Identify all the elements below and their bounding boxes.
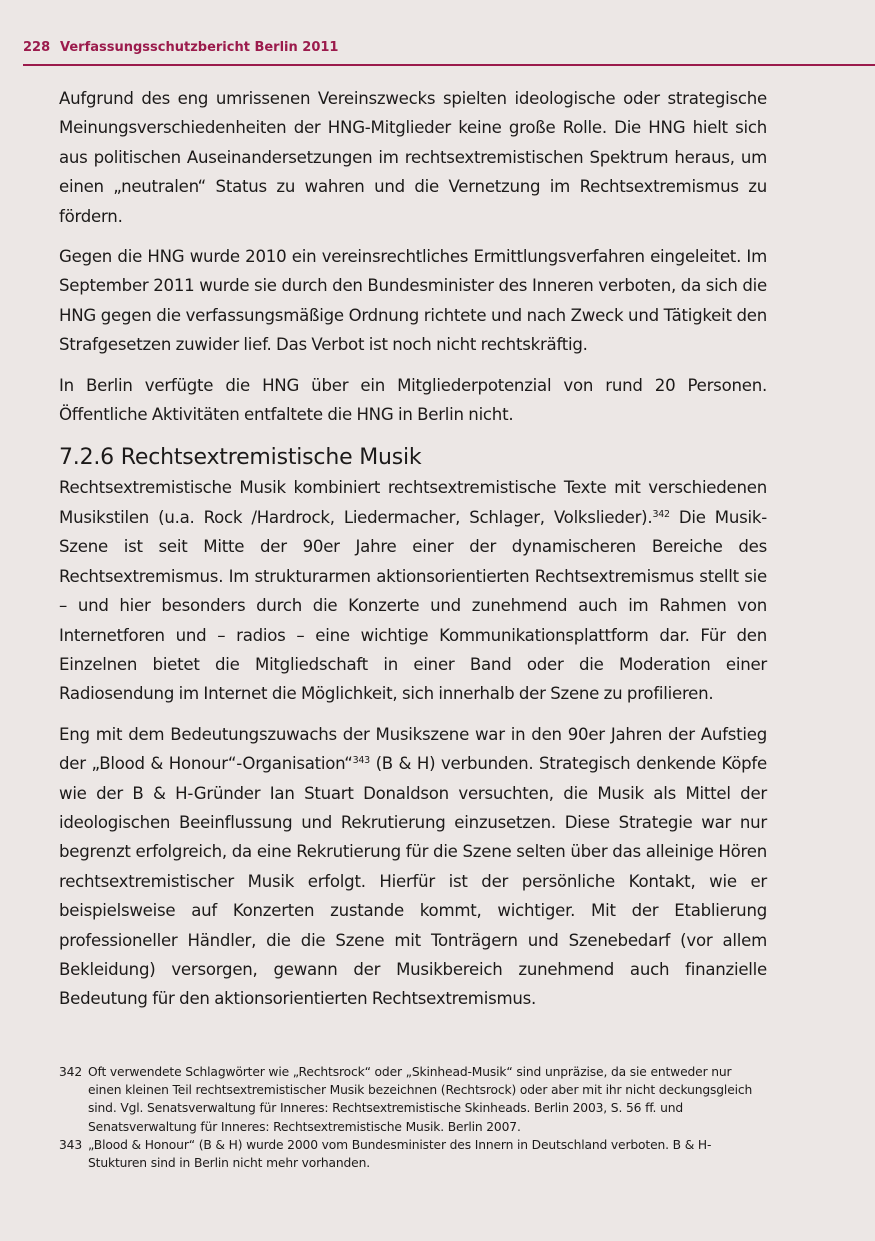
footnote-reference: 342 xyxy=(652,508,670,520)
paragraph-text: Die Musik-Szene ist seit Mitte der 90er Jahre einer der dynamischeren Bereiche des Rechtsextremismus. Im strukturarmen aktionsorientierten Rechtsextremismus stellt sie – und hier besonders durch die Konzerte und zunehmend auch im Rahmen von Internetforen und – radios – eine wichtige Kommunikationsplattform dar. Für den Einzelnen bietet die Mitgliedschaft in einer Band oder die Moderation einer Radiosendung im Internet die Möglichkeit, sich innerhalb der Szene zu profilieren. xyxy=(59,507,767,704)
paragraph-text: Rechtsextremistische Musik kombiniert rechtsextremistische Texte mit verschiedenen Musikstilen (u.a. Rock /Hardrock, Liedermacher, Schlager, Volkslieder). xyxy=(59,478,767,527)
paragraph: In Berlin verfügte die HNG über ein Mitgliederpotenzial von rund 20 Personen. Öffentliche Aktivitäten entfaltete die HNG in Berlin nicht. xyxy=(59,375,767,425)
footnote-reference: 343 xyxy=(352,755,370,767)
footnotes xyxy=(59,1063,767,1172)
section-paragraph-2 xyxy=(59,720,767,1014)
paragraph-text: Eng mit dem Bedeutungszuwachs der Musikszene war in den 90er Jahren der Aufstieg der „Blood & Honour“-Organisation“ xyxy=(59,724,767,774)
footnote-text: Oft verwendete Schlagwörter wie „Rechtsrock“ oder „Skinhead-Musik“ sind unpräzise, da sie entweder nur einen kleinen Teil rechtsextremistischer Musik bezeichnen (Rechtsrock) oder aber mit ihr nicht deckungsgleich sind. Vgl. Senatsverwaltung für Inneres: Rechtsextremistische Skinheads. Berlin 2003, S. 56 ff. und Senatsverwaltung für Inneres: Rechtsextremistische Musik. Berlin 2007. xyxy=(88,1065,753,1134)
section-paragraph-1 xyxy=(59,473,767,708)
paragraph: Aufgrund des eng umrissenen Vereinszwecks spielten ideologische oder strategische Meinungsverschiedenheiten der HNG-Mitglieder keine große Rolle. Die HNG hielt sich aus politischen Auseinandersetzungen im rechtsextremistischen Spektrum heraus, um einen „neutralen“ Status zu wahren und die Vernetzung im Rechtsextremismus zu fördern. xyxy=(59,89,767,226)
page-header xyxy=(23,40,875,66)
paragraph-text: (B & H) verbunden. Strategisch denkende Köpfe wie der B & H-Gründer Ian Stuart Donaldson versuchten, die Musik als Mittel der ideologischen Beeinflussung und Rekrutierung einzusetzen. Diese Strategie war nur begrenzt erfolgreich, da eine Rekrutierung für die Szene selten über das alleinige Hören rechtsextremistischer Musik erfolgt. Hierfür ist der persönliche Kontakt, wie er beispielsweise auf Konzerten zustande kommt, wichtiger. Mit der Etablierung professioneller Händler, die die Szene mit Tonträgern und Szenebedarf (vor allem Bekleidung) versorgen, gewann der Musikbereich zunehmend auch finanzielle Bedeutung für den aktionsorientierten Rechtsextremismus. xyxy=(59,754,767,1009)
footnote xyxy=(59,1136,767,1172)
section-heading: 7.2.6 Rechtsextremistische Musik xyxy=(59,445,422,471)
footnote xyxy=(59,1063,767,1136)
footnote-text: „Blood & Honour“ (B & H) wurde 2000 vom Bundesminister des Innern in Deutschland verboten. B & H-Stukturen sind in Berlin nicht mehr vorhanden. xyxy=(88,1137,712,1171)
main-content xyxy=(59,84,767,1025)
footnote-number: 342 xyxy=(59,1065,83,1079)
footnote-number: 343 xyxy=(59,1137,83,1152)
running-title: Verfassungsschutzbericht Berlin 2011 xyxy=(60,40,339,55)
paragraph: Gegen die HNG wurde 2010 ein vereinsrechtliches Ermittlungsverfahren eingeleitet. Im September 2011 wurde sie durch den Bundesminister des Inneren verboten, da sich die HNG gegen die verfassungsmäßige Ordnung richtete und nach Zweck und Tätigkeit den Strafgesetzen zuwider lief. Das Verbot ist noch nicht rechtskräftig. xyxy=(59,247,767,355)
page-number: 228 xyxy=(23,40,51,55)
